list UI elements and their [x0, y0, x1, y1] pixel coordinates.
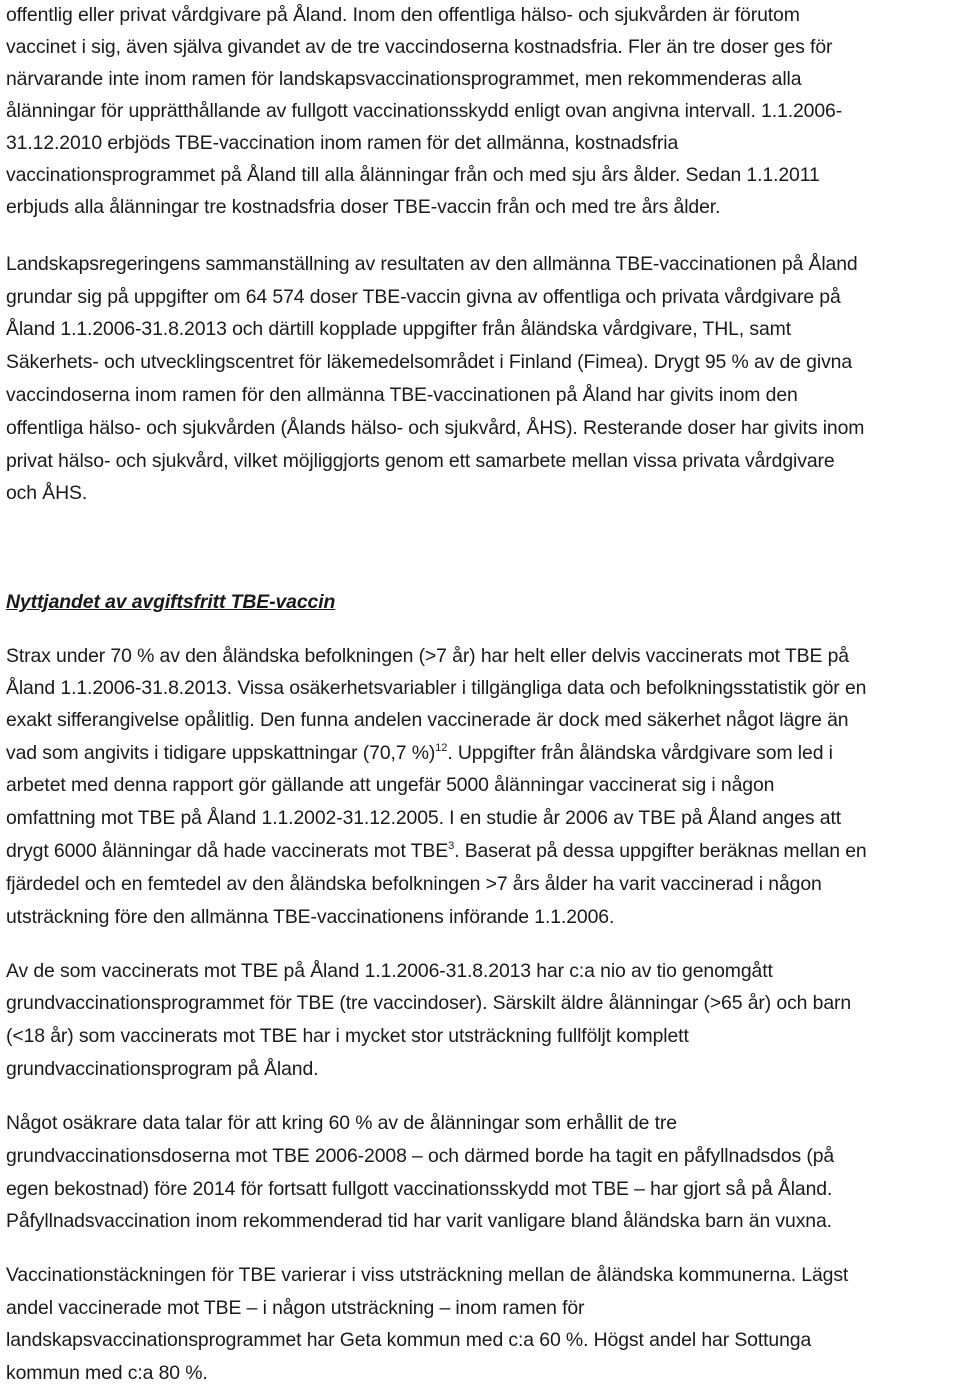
text-line: grundvaccinationsprogram på Åland.	[6, 1058, 319, 1080]
text-line: Strax under 70 % av den åländska befolkningen (>7 år) har helt eller delvis vaccinerats mot TBE på	[6, 645, 849, 667]
text-line: vaccinationsprogrammet på Åland till alla ålänningar från och med sju års ålder. Sedan 1.1.2011	[6, 164, 820, 186]
text-line: landskapsvaccinationsprogrammet har Geta kommun med c:a 60 %. Högst andel har Sottunga	[6, 1329, 812, 1351]
text-line: offentliga hälso- och sjukvården (Ålands hälso- och sjukvård, ÅHS). Resterande doser har givits inom	[6, 417, 865, 439]
section-heading: Nyttjandet av avgiftsfritt TBE-vaccin	[6, 591, 336, 613]
text-segment: . Uppgifter från åländska vårdgivare som led i	[447, 742, 833, 764]
text-line: och ÅHS.	[6, 482, 88, 504]
text-line: (<18 år) som vaccinerats mot TBE har i mycket stor utsträckning fullföljt komplett	[6, 1025, 689, 1047]
text-line: Åland 1.1.2006-31.8.2013. Vissa osäkerhetsvariabler i tillgängliga data och befolkningsstatistik gör en	[6, 677, 867, 699]
text-line: egen bekostnad) före 2014 för fortsatt fullgott vaccinationsskydd mot TBE – har gjort så på Åland.	[6, 1178, 833, 1200]
text-segment: vad som angivits i tidigare uppskattningar (70,7 %)	[6, 742, 436, 764]
text-line: omfattning mot TBE på Åland 1.1.2002-31.12.2005. I en studie år 2006 av TBE på Åland anges att	[6, 807, 842, 829]
text-segment: drygt 6000 ålänningar då hade vaccinerats mot TBE	[6, 840, 449, 862]
text-line: grundvaccinationsprogrammet för TBE (tre vaccindoser). Särskilt äldre ålänningar (>65 år) och barn	[6, 992, 852, 1014]
text-line: arbetet med denna rapport gör gällande att ungefär 5000 ålänningar vaccinerat sig i någon	[6, 774, 775, 796]
text-line	[6, 737, 833, 769]
text-line: offentlig eller privat vårdgivare på Åland. Inom den offentliga hälso- och sjukvården är förutom	[6, 4, 800, 26]
text-line: Åland 1.1.2006-31.8.2013 och därtill kopplade uppgifter från åländska vårdgivare, THL, samt	[6, 318, 791, 340]
text-line: grundvaccinationsdoserna mot TBE 2006-2008 – och därmed borde ha tagit en påfyllnadsdos (på	[6, 1145, 835, 1167]
text-segment: . Baserat på dessa uppgifter beräknas mellan en	[454, 840, 867, 862]
text-line: närvarande inte inom ramen för landskapsvaccinationsprogrammet, men rekommenderas alla	[6, 68, 802, 90]
text-line: vaccindoserna inom ramen för den allmänna TBE-vaccinationen på Åland har givits inom den	[6, 384, 798, 406]
footnote-ref: 3	[448, 840, 455, 852]
text-line: 31.12.2010 erbjöds TBE-vaccination inom ramen för det allmänna, kostnadsfria	[6, 132, 679, 154]
text-line: kommun med c:a 80 %.	[6, 1362, 208, 1384]
text-line: ålänningar för upprätthållande av fullgott vaccinationsskydd enligt ovan angivna intervall. 1.1.2006-	[6, 100, 843, 122]
text-line: utsträckning före den allmänna TBE-vaccinationens införande 1.1.2006.	[6, 906, 615, 928]
text-line	[6, 835, 867, 867]
text-line: fjärdedel och en femtedel av den åländska befolkningen >7 års ålder ha varit vaccinerad i någon	[6, 873, 822, 895]
text-line: erbjuds alla ålänningar tre kostnadsfria doser TBE-vaccin från och med tre års ålder.	[6, 196, 721, 218]
text-line: vaccinet i sig, även själva givandet av de tre vaccindoserna kostnadsfria. Fler än tre doser ges för	[6, 36, 833, 58]
text-line: Av de som vaccinerats mot TBE på Åland 1.1.2006-31.8.2013 har c:a nio av tio genomgått	[6, 960, 773, 982]
text-line: Något osäkrare data talar för att kring 60 % av de ålänningar som erhållit de tre	[6, 1112, 677, 1134]
text-line: Vaccinationstäckningen för TBE varierar i viss utsträckning mellan de åländska kommunerna. Lägst	[6, 1264, 849, 1286]
text-line: exakt sifferangivelse opålitlig. Den funna andelen vaccinerade är dock med säkerhet något lägre än	[6, 709, 849, 731]
text-line: Landskapsregeringens sammanställning av resultaten av den allmänna TBE-vaccinationen på Åland	[6, 253, 858, 275]
text-line: privat hälso- och sjukvård, vilket möjliggjorts genom ett samarbete mellan vissa privata vårdgivare	[6, 450, 835, 472]
text-line: Påfyllnadsvaccination inom rekommenderad tid har varit vanligare bland åländska barn än vuxna.	[6, 1210, 832, 1232]
text-line: Säkerhets- och utvecklingscentret för läkemedelsområdet i Finland (Fimea). Drygt 95 % av de givna	[6, 351, 853, 373]
text-line: grundar sig på uppgifter om 64 574 doser TBE-vaccin givna av offentliga och privata vårdgivare på	[6, 286, 841, 308]
footnote-ref: 12	[435, 742, 448, 754]
text-line: andel vaccinerade mot TBE – i någon utsträckning – inom ramen för	[6, 1297, 585, 1319]
